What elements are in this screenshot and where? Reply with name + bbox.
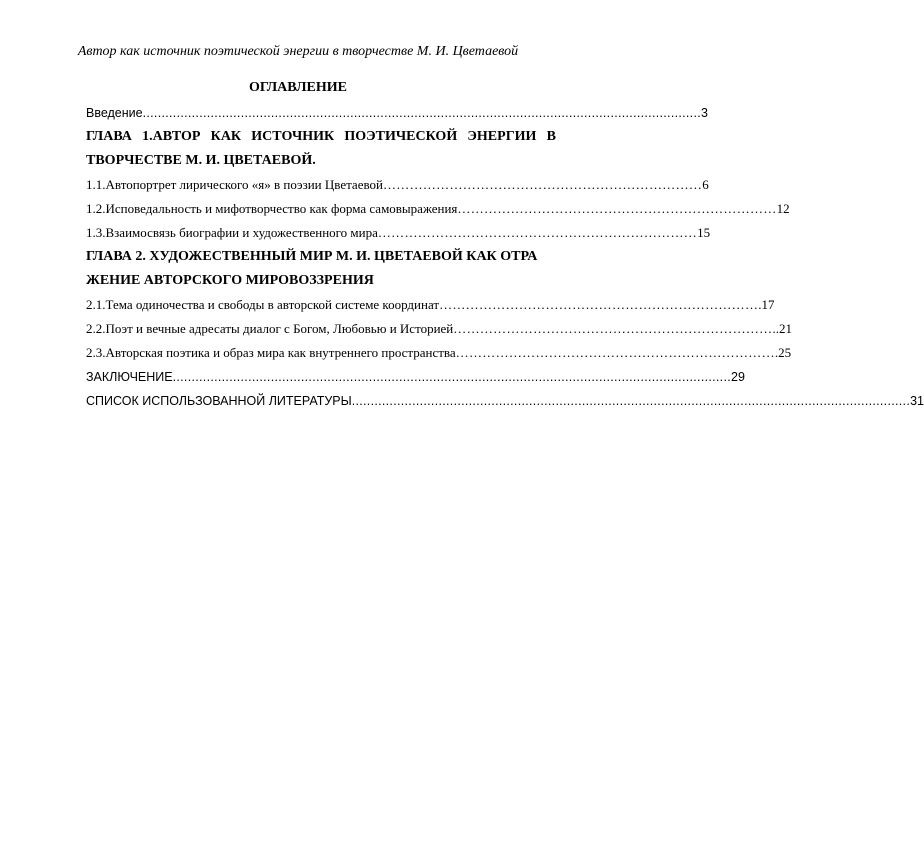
dot-leader: ……………………………………………………………… [457, 201, 777, 216]
toc-entry-label: СПИСОК ИСПОЛЬЗОВАННОЙ ЛИТЕРАТУРЫ [86, 394, 352, 408]
chapter-word: ГЛАВА [86, 129, 132, 144]
dot-leader: .................................................................................................................................................... [351, 394, 911, 408]
toc-entry-1-2 [86, 197, 790, 221]
toc-entry-page: 12 [776, 201, 790, 216]
toc-chapter-2-line-2: ЖЕНИЕ АВТОРСКОГО МИРОВОЗЗРЕНИЯ [86, 273, 374, 288]
chapter-word: ИСТОЧНИК [251, 129, 335, 144]
table-of-contents [86, 101, 924, 413]
dot-leader: ……………………………………………………………… [439, 297, 759, 312]
dot-leader: ……………………………………………………………… [455, 345, 775, 360]
chapter-word: ПОЭТИЧЕСКОЙ [344, 129, 458, 144]
toc-title: ОГЛАВЛЕНИЕ [249, 80, 347, 95]
chapter-word: КАК [210, 129, 242, 144]
running-header: Автор как источник поэтической энергии в творчестве М. И. Цветаевой [77, 44, 519, 59]
toc-entry-label: 1.1.Автопортрет лирического «я» в поэзии Цветаевой [86, 177, 383, 192]
toc-entry-page: 31 [910, 394, 924, 408]
dot-leader: .................................................................................................................................................... [142, 106, 701, 120]
toc-entry-2-2 [86, 317, 792, 341]
toc-entry-label: Введение [86, 106, 143, 120]
toc-chapter-2-line-1: ГЛАВА 2. ХУДОЖЕСТВЕННЫЙ МИР М. И. ЦВЕТАЕВОЙ КАК ОТРА [86, 249, 538, 264]
chapter-word: В [546, 129, 556, 144]
toc-entry-page: ..21 [772, 321, 792, 336]
dot-leader: ……………………………………………………………… [453, 321, 773, 336]
toc-entry-bibliography [86, 389, 924, 413]
toc-entry-page: 6 [702, 177, 709, 192]
dot-leader: ……………………………………………………………… [382, 177, 703, 192]
toc-entry-1-1 [86, 173, 709, 197]
toc-entry-label: ЗАКЛЮЧЕНИЕ [86, 370, 173, 384]
dot-leader: ……………………………………………………………… [377, 225, 698, 240]
toc-entry-page: .25 [774, 345, 792, 360]
toc-entry-label: 2.2.Поэт и вечные адресаты диалог с Богом, Любовью и Историей [86, 321, 454, 336]
chapter-word: ЭНЕРГИИ [467, 129, 537, 144]
toc-entry-page: 29 [731, 370, 745, 384]
toc-entry-page: 15 [697, 225, 711, 240]
toc-entry-label: 1.2.Исповедальность и мифотворчество как форма самовыражения [86, 201, 458, 216]
toc-entry-label: 1.3.Взаимосвязь биографии и художественного мира [86, 225, 378, 240]
toc-entry-intro [86, 101, 708, 125]
toc-chapter-1-line-2: ТВОРЧЕСТВЕ М. И. ЦВЕТАЕВОЙ. [86, 153, 316, 168]
toc-entry-page: 3 [701, 106, 708, 120]
toc-entry-1-3 [86, 221, 711, 245]
toc-entry-2-3 [86, 341, 792, 365]
dot-leader: .................................................................................................................................................... [172, 370, 731, 384]
toc-entry-page: .17 [758, 297, 775, 312]
toc-entry-2-1 [86, 293, 775, 317]
toc-entry-conclusion [86, 365, 745, 389]
toc-entry-label: 2.3.Авторская поэтика и образ мира как внутреннего пространства [86, 345, 456, 360]
chapter-word: 1.АВТОР [142, 129, 201, 144]
toc-chapter-1-line-1 [86, 125, 556, 149]
toc-entry-label: 2.1.Тема одиночества и свободы в авторской системе координат [86, 297, 440, 312]
